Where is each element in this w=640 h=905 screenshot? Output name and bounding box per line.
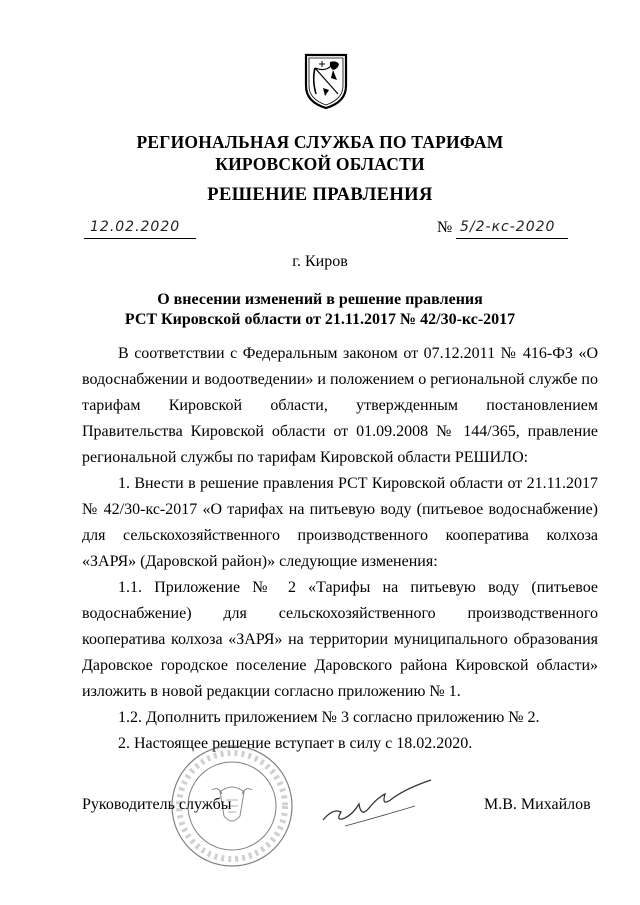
org-line-2: КИРОВСКОЙ ОБЛАСТИ [215,154,425,174]
document-type: РЕШЕНИЕ ПРАВЛЕНИЯ [207,185,433,205]
clause-2-paragraph: 2. Настоящее решение вступает в силу с 18.02.2020. [118,735,473,752]
handwritten-signature [315,768,435,838]
preamble-paragraph: В соответствии с Федеральным законом от 07.12.2011 № 416-ФЗ «О водоснабжении и водоотведении» и положением о региональной службе по тарифам Кировской области, утвержденным постановлением Правительства Кировской области от 01.09.2008 № 144/365, правление региональной службы по тарифам Кировской области РЕШИЛО: [82,345,598,466]
handwritten-date: 12.02.2020 [90,219,181,235]
document-body [82,341,598,757]
coat-of-arms-icon [303,52,349,110]
subject-line-1: О внесении изменений в решение правления [157,291,483,308]
org-line-1: РЕГИОНАЛЬНАЯ СЛУЖБА ПО ТАРИФАМ [136,132,504,152]
clause-1-1-paragraph: 1.1. Приложение № 2 «Тарифы на питьевую воду (питьевое водоснабжение) для сельскохозяйственного производственного кооператива колхоза «ЗАРЯ» на территории муниципального образования Даровское городское поселение Даровского района Кировской области» изложить в новой редакции согласно приложению № 1. [82,579,598,700]
organization-name [0,131,640,175]
clause-1-paragraph: 1. Внести в решение правления РСТ Кировской области от 21.11.2017 № 42/30-кс-2017 «О тарифах на питьевую воду (питьевое водоснабжение) для сельскохозяйственного производственного кооператива колхоза «ЗАРЯ» (Даровской район)» следующие изменения: [82,475,598,570]
signatory-role: Руководитель службы [82,796,232,813]
clause-1-2-paragraph: 1.2. Дополнить приложением № 3 согласно приложению № 2. [118,709,540,726]
city: г. Киров [292,253,348,270]
handwritten-number: 5/2-кс-2020 [460,219,556,235]
document-subject [0,290,640,330]
number-sign: № [437,219,453,236]
subject-line-2: РСТ Кировской области от 21.11.2017 № 42/30-кс-2017 [124,311,516,328]
signatory-name: М.В. Михайлов [484,796,591,813]
